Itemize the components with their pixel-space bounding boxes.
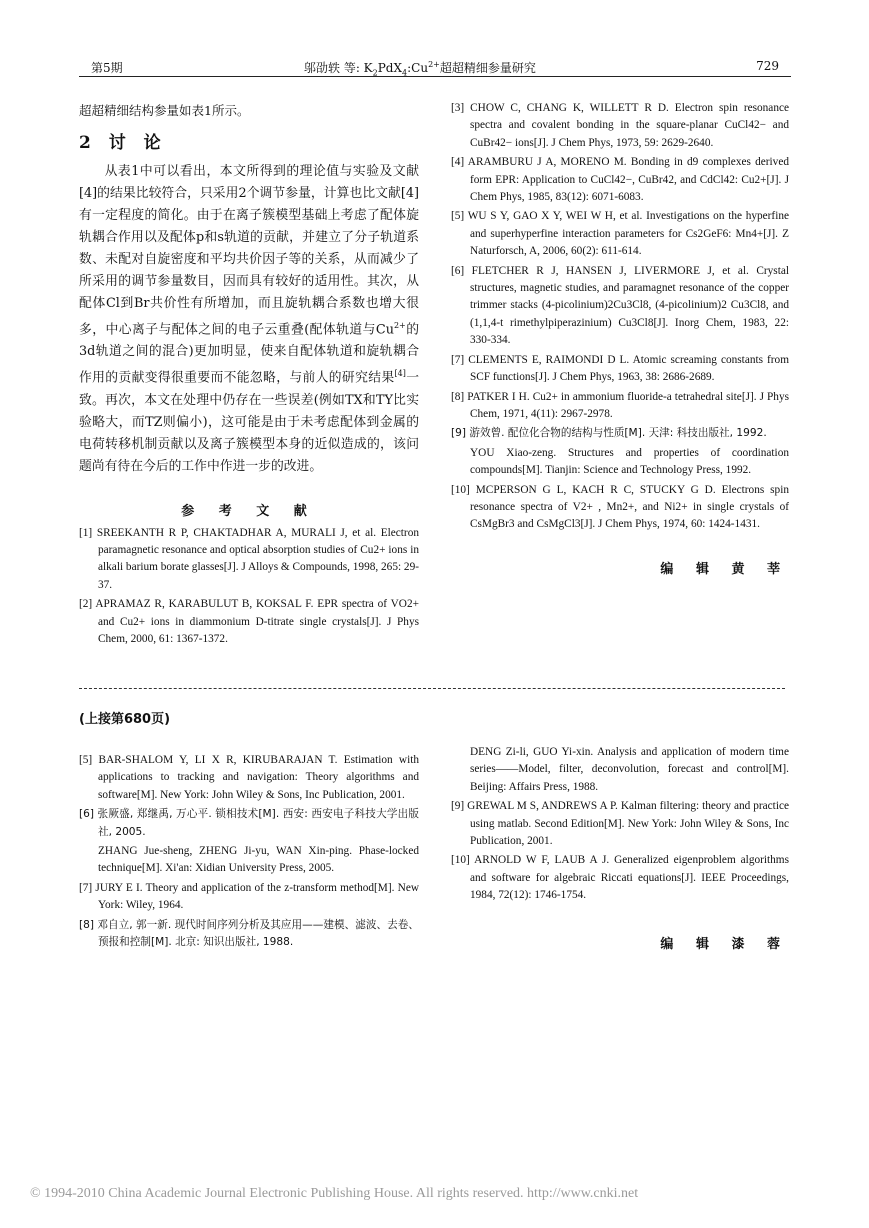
title-part: :Cu [407,61,429,75]
title-part: PdX [377,61,403,75]
left-column [79,100,419,650]
reference-item: [4] ARAMBURU J A, MORENO M. Bonding in d9 complexes derived form EPR: Application to CuCl42−, CuBr42, and CdCl42: Cu2+[J]. J Chem Phys, 1985, 83(12): 6071-6083. [451,156,789,204]
para-text: 的3d轨道之间的混合)更加明显，使来自配体轨道和旋轨耦合作用的贡献变得很重要而不能忽略，与前人的研究结果 [79,322,419,386]
right-column-lower [451,744,789,952]
reference-item-en: ZHANG Jue-sheng, ZHENG Ji-yu, WAN Xin-ping. Phase-locked technique[M]. Xi'an: Xidian University Press, 2005. [98,845,419,875]
title-part: 邬劭轶 等: K [304,61,373,75]
title-sub: 4 [402,68,408,78]
editor-credit: 编 辑 漆 蓉 [660,936,789,952]
reference-item: [6] FLETCHER R J, HANSEN J, LIVERMORE J, et al. Crystal structures, magnetic studies, and paramagnet resonance of the copper trimmer stacks (4-picolinium)2Cu3Cl8, (4-picolinium)2 Cu3Cl8, and (1,1,4-t rimethylpiperazinium) Cu3Cl8[J]. Inorg Chem, 1983, 22: 330-334. [451,264,789,347]
reference-item: [3] CHOW C, CHANG K, WILLETT R D. Electron spin resonance spectra and covalent bonding in the square-planar CuCl42− and CuBr42− ions[J]. J Chem Phys, 1973, 59: 2629-2640. [451,102,789,149]
para-text: 从表1中可以看出，本文所得到的理论值与实验及文献[4]的结果比较符合，只采用2个调节参量，计算也比文献[4]有一定程度的简化。由于在离子簇模型基础上考虑了配体旋轨耦合作用以及配体p和s轨道的贡献，并建立了分子轨道系数、未配对自旋密度和平均共价因子等的关系，从而减少了所采用的调节参量数目，因而具有较好的适用性。其次，从配体Cl到Br共价性有所增加，而且旋轨耦合系数也增大很多，中心离子与配体之间的电子云重叠(配体轨道与Cu [79,164,419,338]
section-title: 2 讨 论 [79,133,167,153]
reference-item-cn: [6] 张厥盛, 郑继禹, 万心平. 锁相技术[M]. 西安: 西安电子科技大学出版社, 2005. [79,808,419,838]
title-part: 超超精细参量研究 [439,61,536,75]
para-sup: 2+ [393,321,406,330]
reference-item-cn: [8] 邓自立, 郭一新. 现代时间序列分析及其应用——建模、滤波、去卷、预报和控制[M]. 北京: 知识出版社, 1988. [79,918,419,949]
para-text: 一致。再次，本文在处理中仍存在一些误差(例如TX和TY比实验略大，而TZ则偏小)，这可能是由于未考虑配体到金属的电荷转移机制贡献以及离子簇模型本身的近似造成的，该问题尚有待在今后的工作中作进一步的改进。 [79,370,420,474]
reference-item: [9] GREWAL M S, ANDREWS A P. Kalman filtering: theory and practice using matlab. Second Edition[M]. New York: John Wiley & Sons, Inc Publication, 2001. [451,800,789,848]
right-column [451,100,789,577]
reference-item: [5] BAR-SHALOM Y, LI X R, KIRUBARAJAN T. Estimation with applications to tracking and navigation: Theory algorithms and software[M]. New York: John Wiley & Sons, Inc Publication, 2001. [79,754,419,801]
title-sub: 2 [372,68,378,78]
reference-item-cn: [9] 游效曾. 配位化合物的结构与性质[M]. 天津: 科技出版社, 1992. [451,427,767,440]
copyright-footer: © 1994-2010 China Academic Journal Electronic Publishing House. All rights reserved. http://www.cnki.net [30,1186,639,1201]
reference-item: [2] APRAMAZ R, KARABULUT B, KOKSAL F. EPR spectra of VO2+ and Cu2+ ions in diammonium D-titrate single crystals[J]. J Phys Chem, 2000, 61: 1367-1372. [79,598,419,645]
left-column-lower [79,752,419,953]
reference-item: [10] ARNOLD W F, LAUB A J. Generalized eigenproblem algorithms and software for algebraic Riccati equations[J]. IEEE Proceedings, 1984, 72(12): 1746-1754. [451,854,789,902]
editor-credit: 编 辑 黄 莘 [660,561,789,577]
section-divider [79,688,785,689]
continued-note: (上接第680页) [79,712,171,727]
reference-item: [7] JURY E I. Theory and application of the z-transform method[M]. New York: Wiley, 1964. [79,881,419,912]
reference-item-en: YOU Xiao-zeng. Structures and properties of coordination compounds[M]. Tianjin: Science and Technology Press, 1992. [470,446,789,477]
reference-item: [1] SREEKANTH R P, CHAKTADHAR A, MURALI J, et al. Electron paramagnetic resonance and optical absorption studies of Cu2+ ions in alkali barium borate glasses[J]. J Alloys & Compounds, 1998, 265: 29-37. [79,526,419,591]
intro-line: 超超精细结构参量如表1所示。 [79,103,250,118]
reference-list-right [451,100,789,534]
title-sup: 2+ [428,60,440,69]
references-title: 参 考 文 献 [181,503,317,519]
running-title [304,59,536,77]
reference-list-left [79,525,419,649]
running-header [79,56,791,77]
page-number: 729 [756,59,779,73]
reference-item-en: DENG Zi-li, GUO Yi-xin. Analysis and application of modern time series——Model, filter, deconvolution, forecast and control[M]. Beijing: Affairs Press, 1988. [470,746,789,793]
citation-ref: [4] [394,369,406,379]
reference-item: [10] MCPERSON G L, KACH R C, STUCKY G D. Electrons spin resonance spectra of V2+ , Mn2+, and Ni2+ in single crystals of CsMgBr3 and CsMgCl3[J]. J Chem Phys, 1974, 60: 1424-1431. [451,483,789,531]
reference-list-lower-left [79,752,419,951]
reference-list-lower-right [451,744,789,905]
discussion-paragraph [79,161,419,478]
reference-item: [5] WU S Y, GAO X Y, WEI W H, et al. Investigations on the hyperfine and superhyperfine interaction parameters for Cs2GeF6: Mn4+[J]. Z Naturforsch, A, 2006, 60(2): 611-614. [451,210,789,258]
issue-number: 第5期 [91,61,123,75]
reference-item: [8] PATKER I H. Cu2+ in ammonium fluoride-a tetrahedral site[J]. J Phys Chem, 1971, 4(11): 2967-2978. [451,390,789,420]
reference-item: [7] CLEMENTS E, RAIMONDI D L. Atomic screaming constants from SCF functions[J]. J Chem Phys, 1963, 38: 2686-2689. [451,353,789,384]
